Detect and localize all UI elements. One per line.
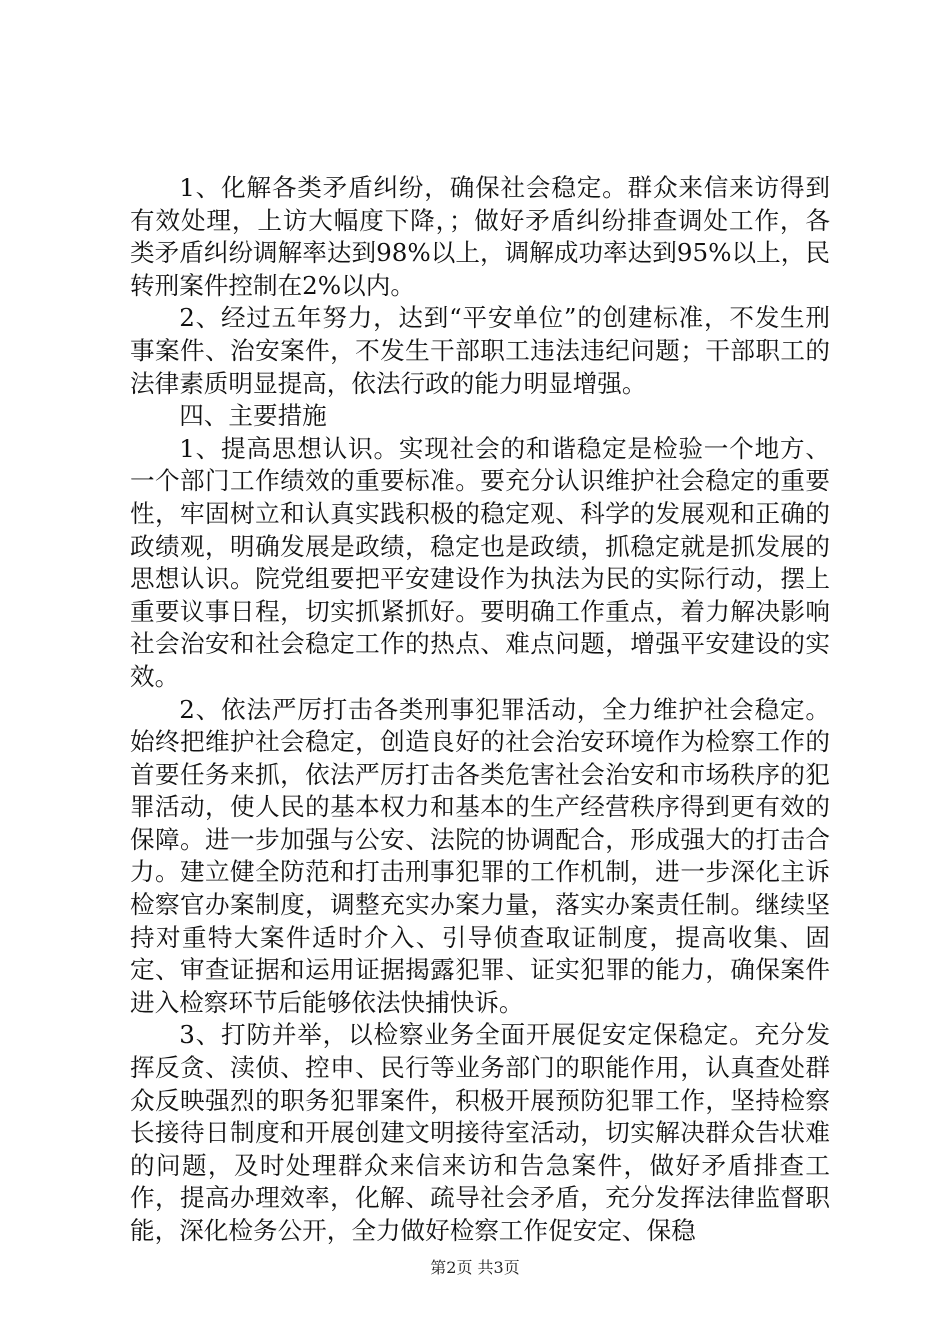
paragraph-measure-3: 3、打防并举，以检察业务全面开展促安定保稳定。充分发挥反贪、渎侦、控申、民行等业务部门的职能作用，认真查处群众反映强烈的职务犯罪案件，积极开展预防犯罪工作，坚持检察长接待日制度和开展创建文明接待室活动，切实解决群众告状难的问题，及时处理群众来信来访和告急案件，做好矛盾排查工作，提高办理效率，化解、疏导社会矛盾，充分发挥法律监督职能，深化检务公开，全力做好检察工作促安定、保稳 — [130, 1020, 830, 1245]
section-heading-measures: 四、主要措施 — [179, 401, 327, 431]
document-body — [130, 172, 830, 1248]
paragraph-measure-2: 2、依法严厉打击各类刑事犯罪活动，全力维护社会稳定。始终把维护社会稳定，创造良好的社会治安环境作为检察工作的首要任务来抓，依法严厉打击各类危害社会治安和市场秩序的犯罪活动，使人民的基本权力和基本的生产经营秩序得到更有效的保障。进一步加强与公安、法院的协调配合，形成强大的打击合力。建立健全防范和打击刑事犯罪的工作机制，进一步深化主诉检察官办案制度，调整充实办案力量，落实办案责任制。继续坚持对重特大案件适时介入、引导侦查取证制度，提高收集、固定、审查证据和运用证据揭露犯罪、证实犯罪的能力，确保案件进入检察环节后能够依法快捕快诉。 — [130, 694, 830, 1017]
paragraph-goal-1: 1、化解各类矛盾纠纷，确保社会稳定。群众来信来访得到有效处理，上访大幅度下降，；做好矛盾纠纷排查调处工作，各类矛盾纠纷调解率达到98%以上，调解成功率达到95%以上，民转刑案件控制在2%以内。 — [130, 173, 830, 300]
page-footer: 第2页 共3页 — [430, 1258, 520, 1277]
paragraph-goal-2: 2、经过五年努力，达到“平安单位”的创建标准，不发生刑事案件、治安案件，不发生干部职工违法违纪问题；干部职工的法律素质明显提高，依法行政的能力明显增强。 — [130, 303, 830, 398]
paragraph-measure-1: 1、提高思想认识。实现社会的和谐稳定是检验一个地方、一个部门工作绩效的重要标准。要充分认识维护社会稳定的重要性，牢固树立和认真实践积极的稳定观、科学的发展观和正确的政绩观，明确发展是政绩，稳定也是政绩，抓稳定就是抓发展的思想认识。院党组要把平安建设作为执法为民的实际行动，摆上重要议事日程，切实抓紧抓好。要明确工作重点，着力解决影响社会治安和社会稳定工作的热点、难点问题，增强平安建设的实效。 — [130, 433, 830, 691]
